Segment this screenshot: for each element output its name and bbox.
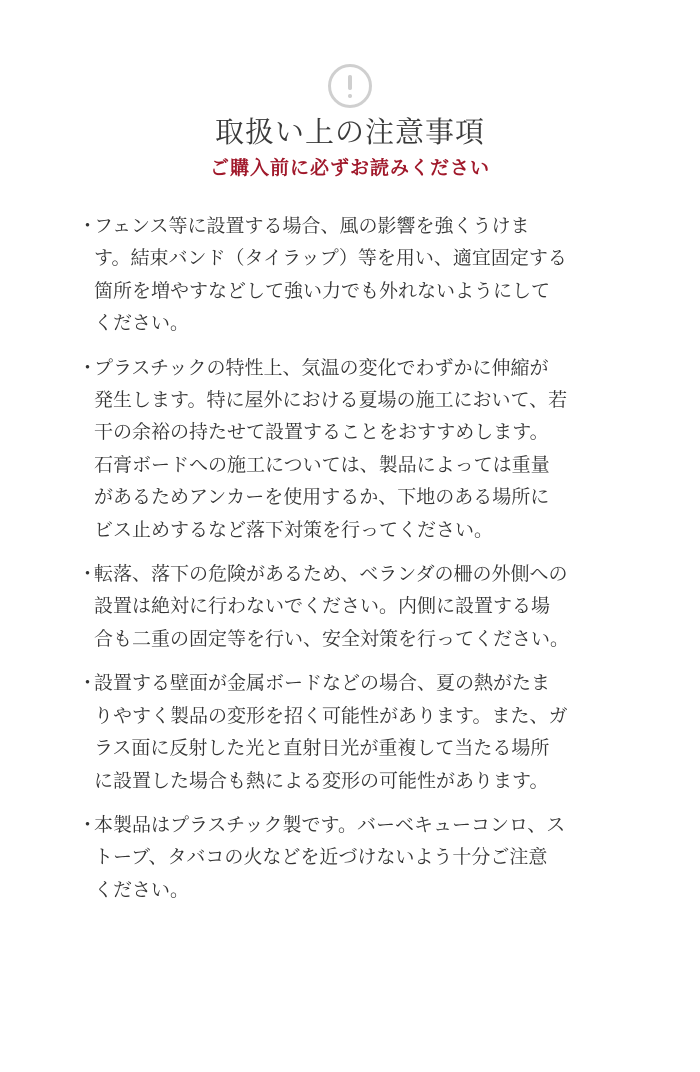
bullet-mark: ・: [78, 672, 98, 695]
caution-item: [78, 210, 626, 340]
bullet-mark: ・: [78, 215, 98, 237]
bullet-mark: ・: [78, 563, 98, 586]
caution-text-line: ラス面に反射した光と直射日光が重複して当たる場所: [94, 737, 550, 760]
caution-text-line: ください。: [94, 312, 190, 335]
caution-item: [78, 352, 626, 546]
caution-item: [78, 667, 626, 797]
caution-item: [78, 558, 626, 655]
caution-text-line: フェンス等に設置する場合、風の影響を強くうけま: [94, 215, 530, 237]
exclamation-bar: [348, 75, 352, 90]
caution-list: [78, 210, 626, 918]
caution-text-line: 合も二重の固定等を行い、安全対策を行ってください。: [94, 627, 570, 650]
caution-text-line: があるためアンカーを使用するか、下地のある場所に: [94, 486, 550, 509]
caution-text-line: 石膏ボードへの施工については、製品によっては重量: [94, 453, 550, 476]
caution-text-line: 本製品はプラスチック製です。バーベキューコンロ、ス: [94, 813, 566, 836]
caution-text-line: 干の余裕の持たせて設置することをおすすめします。: [94, 421, 549, 444]
caution-item: [78, 809, 626, 906]
caution-text-line: りやすく製品の変形を招く可能性があります。また、ガ: [94, 704, 568, 727]
page-subtitle: ご購入前に必ずお読みください: [209, 157, 490, 179]
caution-text-line: トーブ、タバコの火などを近づけないよう十分ご注意: [94, 846, 548, 869]
caution-text-line: す。結束バンド（タイラップ）等を用い、適宜固定する: [94, 247, 567, 270]
caution-text-line: に設置した場合も熱による変形の可能性があります。: [94, 769, 549, 792]
bullet-mark: ・: [78, 813, 98, 836]
caution-text-line: 設置する壁面が金属ボードなどの場合、夏の熱がたま: [94, 672, 551, 695]
bullet-mark: ・: [78, 356, 98, 379]
caution-text-line: 発生します。特に屋外における夏場の施工において、若: [94, 389, 568, 412]
caution-text-line: ビス止めするなど落下対策を行ってください。: [94, 518, 494, 541]
exclamation-circle-icon: [328, 64, 372, 108]
caution-text-line: 転落、落下の危険があるため、ベランダの柵の外側への: [94, 563, 568, 586]
page-title: 取扱い上の注意事項: [214, 115, 485, 149]
caution-text-line: 箇所を増やすなどして強い力でも外れないようにして: [94, 279, 551, 302]
caution-text-line: ください。: [94, 878, 190, 901]
caution-text-line: プラスチックの特性上、気温の変化でわずかに伸縮が: [94, 356, 549, 379]
caution-text-line: 設置は絶対に行わないでください。内側に設置する場: [94, 595, 551, 618]
exclamation-dot: [348, 94, 352, 98]
